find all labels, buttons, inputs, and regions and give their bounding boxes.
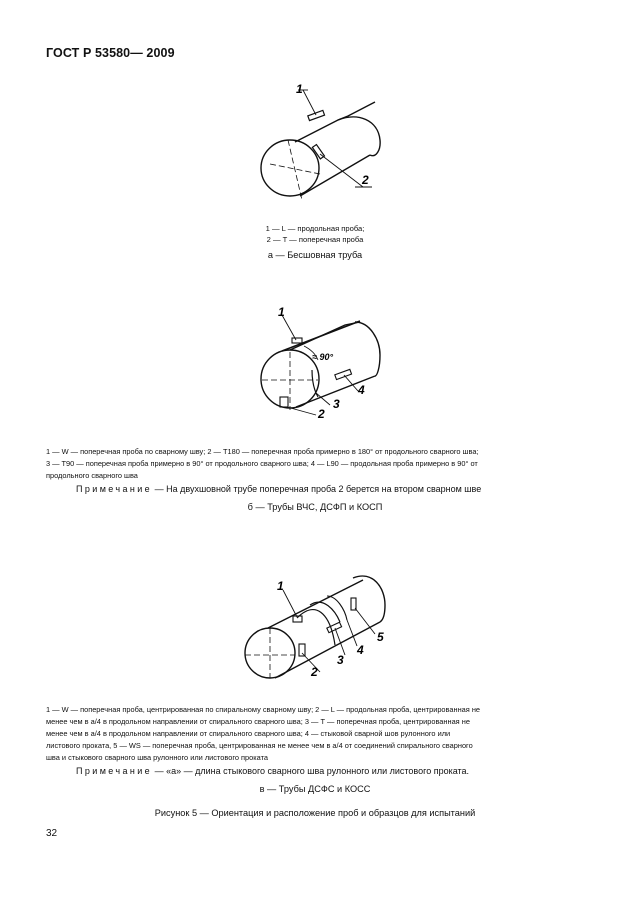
fig-c-callout-3: 3 xyxy=(337,653,344,667)
fig-b-callout-3: 3 xyxy=(333,397,340,411)
fig-b-caption: б — Трубы ВЧС, ДСФП и КОСП xyxy=(247,502,383,512)
fig-c-legend-line-4: листового проката, 5 — WS — поперечная проба, центрированная не менее чем в а/4 от соединений спирального сварного xyxy=(46,741,473,750)
fig-c-note xyxy=(76,766,469,776)
fig-c-legend-line-5: шва и стыкового сварного шва рулонного или листового проката xyxy=(46,753,269,762)
fig-c-note-text: — «а» — длина стыкового сварного шва рулонного или листового проката. xyxy=(154,766,470,776)
figure-a-seamless-pipe xyxy=(240,80,390,200)
fig-c-callout-4: 4 xyxy=(357,643,364,657)
fig-b-legend xyxy=(46,446,584,482)
page-number: 32 xyxy=(46,828,58,839)
fig-a-callout-1: 1 xyxy=(296,82,303,96)
fig-c-legend xyxy=(46,704,584,764)
figure-title: Рисунок 5 — Ориентация и расположение проб и образцов для испытаний xyxy=(154,808,476,818)
fig-c-note-label: Примечание xyxy=(76,766,153,776)
fig-c-callout-1: 1 xyxy=(277,579,284,593)
fig-b-note xyxy=(76,484,481,494)
fig-a-caption: а — Бесшовная труба xyxy=(267,250,363,260)
fig-a-legend-1: 1 — L — продольная проба; xyxy=(265,224,365,233)
fig-c-callout-5: 5 xyxy=(377,630,384,644)
fig-b-note-label: Примечание xyxy=(76,484,153,494)
fig-c-legend-line-1: 1 — W — поперечная проба, центрированная по спиральному сварному шву; 2 — L — продольная проба, центрированная не xyxy=(46,705,481,714)
document-header: ГОСТ Р 53580— 2009 xyxy=(46,46,175,60)
fig-b-legend-line-3: продольного сварного шва xyxy=(46,471,138,480)
fig-c-callout-2: 2 xyxy=(311,665,318,679)
figure-b-longitudinal-weld-pipe xyxy=(240,300,390,425)
fig-b-callout-2: 2 xyxy=(318,407,325,421)
figure-c-spiral-weld-pipe xyxy=(235,560,395,685)
fig-b-angle-label: ≈ 90° xyxy=(312,352,334,362)
fig-b-note-text: — На двухшовной трубе поперечная проба 2 берется на втором сварном шве xyxy=(154,484,482,494)
fig-b-legend-line-2: 3 — T90 — поперечная проба примерно в 90° от продольного сварного шва; 4 — L90 — продольная проба примерно в 90° от xyxy=(46,459,478,468)
fig-a-callout-2: 2 xyxy=(362,173,369,187)
fig-a-legend-2: 2 — T — поперечная проба xyxy=(266,235,364,244)
fig-c-legend-line-3: менее чем в а/4 в продольном направлении от спирального сварного шва; 4 — стыковой сварной шов рулонного или xyxy=(46,729,451,738)
fig-b-legend-line-1: 1 — W — поперечная проба по сварному шву; 2 — T180 — поперечная проба примерно в 180° от продольного сварного шва; xyxy=(46,447,479,456)
fig-b-callout-1: 1 xyxy=(278,305,285,319)
fig-c-caption: в — Трубы ДСФС и КОСС xyxy=(259,784,371,794)
fig-b-callout-4: 4 xyxy=(358,383,365,397)
fig-c-legend-line-2: менее чем в а/4 в продольном направлении от спирального сварного шва; 3 — Т — поперечная проба, центрированная не xyxy=(46,717,470,726)
